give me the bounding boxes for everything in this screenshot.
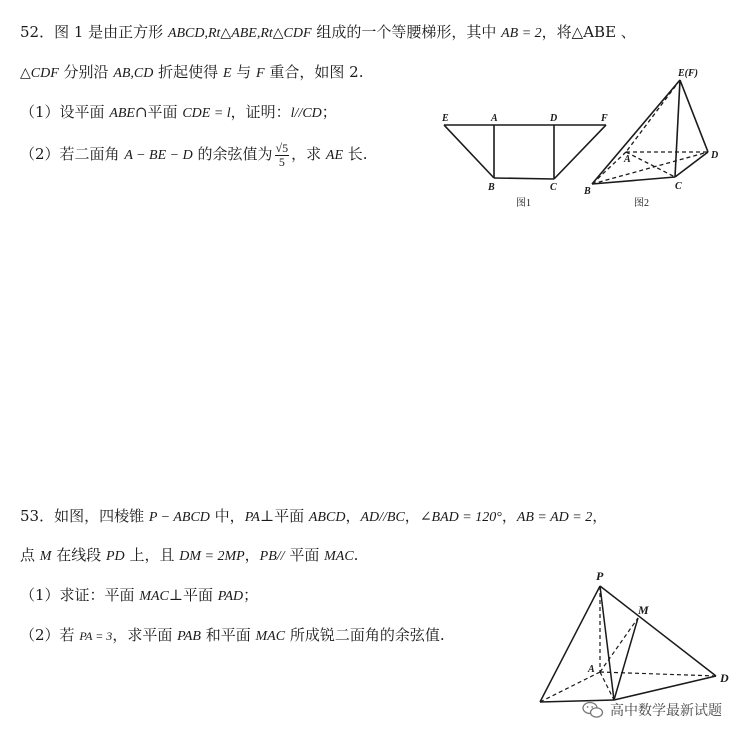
p53-line1: 53．如图，四棱锥 P − ABCD 中，PA⊥平面 ABCD，AD//BC，∠BAD = 120°，AB = AD = 2， — [20, 507, 608, 525]
caption-fig2: 图2 — [634, 198, 649, 209]
edge-CM — [614, 618, 638, 700]
label-M: M — [638, 603, 649, 617]
caption-fig1: 图1 — [516, 198, 531, 209]
p53-line2: 点 M 在线段 PD 上，且 DM = 2MP，PB// 平面 MAC. — [20, 546, 359, 564]
label-EF: E(F) — [678, 68, 698, 79]
p52-line2: △CDF 分别沿 AB,CD 折起使得 E 与 F 重合，如图 2. — [20, 63, 364, 81]
edge-AM-hidden — [600, 618, 638, 672]
label-D: D — [711, 150, 719, 161]
p52-question2: （2）若二面角 A − BE − D 的余弦值为 $\frac{√5}{5}$ ，求 AE 长. — [20, 140, 368, 169]
edge-EC — [675, 80, 680, 177]
label-P: P — [596, 569, 604, 583]
edge-AB-hidden — [540, 672, 600, 702]
label-E: E — [442, 113, 449, 124]
watermark — [582, 700, 722, 720]
edge-EB — [592, 80, 680, 184]
label-B: B — [488, 182, 495, 193]
label-D: D — [550, 113, 558, 124]
p52-line1: 52．图 1 是由正方形 ABCD,Rt△ABE,Rt△CDF 组成的一个等腰梯形，其中 AB = 2，将△ABE 、 — [20, 23, 636, 41]
figure-2-pyramid — [580, 64, 730, 212]
edge-PC — [600, 586, 614, 700]
watermark-text: 高中数学最新试题 — [610, 703, 722, 719]
p52-question1: （1）设平面 ABE∩平面 CDE = l，证明：l//CD； — [20, 103, 337, 121]
wechat-icon — [582, 701, 604, 719]
figure-53-pyramid — [530, 566, 735, 716]
edge-AD-hidden — [600, 672, 716, 676]
label-A: A — [588, 664, 595, 675]
label-D: D — [720, 671, 729, 685]
label-C: C — [675, 181, 682, 192]
label-B: B — [584, 186, 591, 197]
label-F: F — [601, 113, 608, 124]
p53-question2: （2）若 PA = 3，求平面 PAB 和平面 MAC 所成锐二面角的余弦值. — [20, 626, 445, 644]
edge-CD — [675, 152, 708, 177]
edge-PB — [540, 586, 600, 702]
edge-BC — [494, 178, 554, 179]
edge-PD — [600, 586, 716, 676]
edge-CD — [614, 676, 716, 700]
p53-question1: （1）求证：平面 MAC⊥平面 PAD； — [20, 586, 259, 604]
label-A: A — [491, 113, 498, 124]
edge-ED — [680, 80, 708, 152]
fraction-sqrt5-over-5: $\frac{√5}{5}$ — [275, 140, 289, 169]
label-A: A — [624, 154, 631, 165]
label-C: C — [550, 182, 557, 193]
edge-EB — [444, 125, 494, 178]
edge-BC — [592, 177, 675, 184]
